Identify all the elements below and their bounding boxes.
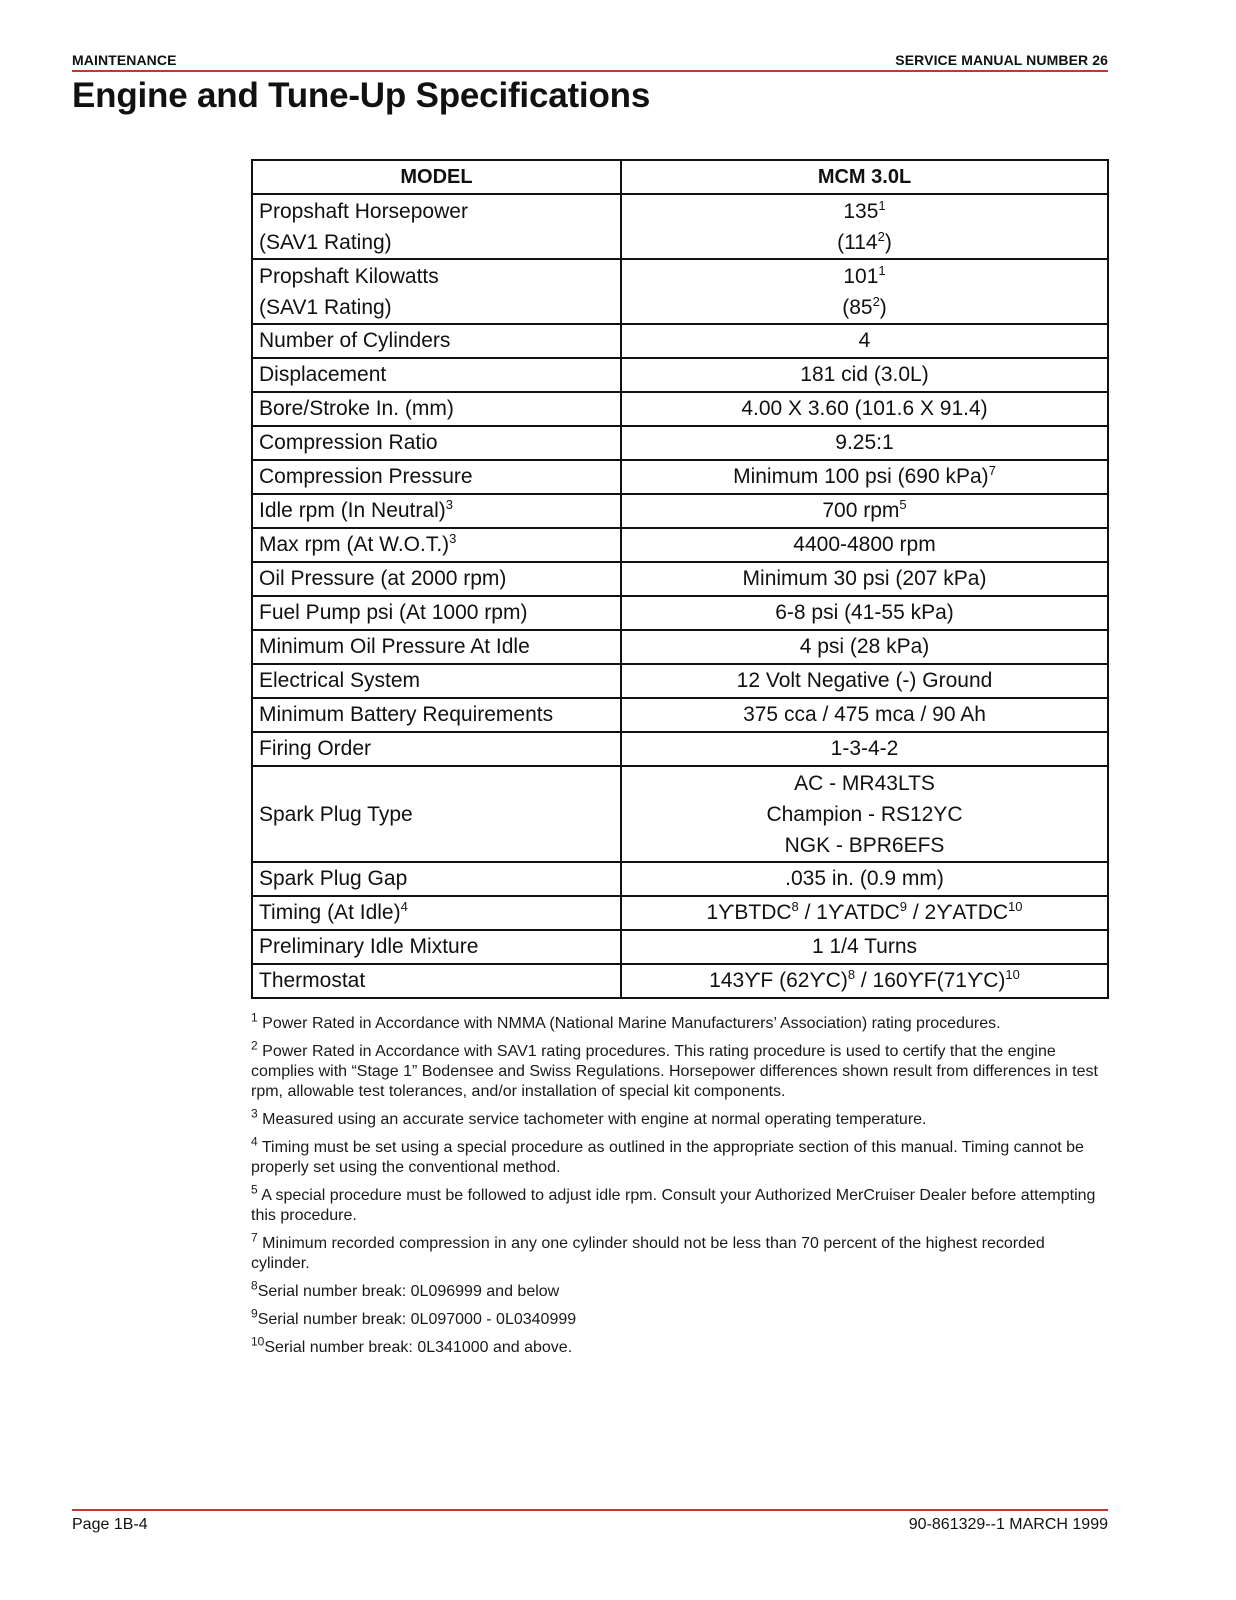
table-row bbox=[252, 964, 1108, 998]
footnote-ref: 10 bbox=[1005, 967, 1020, 982]
row-value: 4.00 X 3.60 (101.6 X 91.4) bbox=[621, 392, 1108, 426]
specifications-table bbox=[251, 159, 1109, 999]
row-label: Minimum Oil Pressure At Idle bbox=[252, 630, 621, 664]
row-value bbox=[621, 194, 1108, 259]
footnote-text: Minimum recorded compression in any one cylinder should not be less than 70 percent of the highest recorded cylinder. bbox=[251, 1235, 1045, 1272]
footnote bbox=[251, 1134, 1107, 1178]
footnote-text: Serial number break: 0L097000 - 0L0340999 bbox=[257, 1311, 577, 1328]
row-label: Compression Pressure bbox=[252, 460, 621, 494]
row-label: Spark Plug Type bbox=[252, 766, 621, 862]
row-value-line: Champion - RS12YC bbox=[766, 802, 963, 826]
table-row bbox=[252, 324, 1108, 358]
table-row bbox=[252, 630, 1108, 664]
footnote bbox=[251, 1010, 1107, 1034]
table-row bbox=[252, 664, 1108, 698]
table-row bbox=[252, 460, 1108, 494]
footnote-text: Serial number break: 0L341000 and above. bbox=[264, 1339, 573, 1356]
footnote-number: 10 bbox=[251, 1334, 265, 1349]
footnote bbox=[251, 1230, 1107, 1274]
table-row bbox=[252, 392, 1108, 426]
footnote-number: 3 bbox=[251, 1106, 258, 1121]
footnote-ref: 2 bbox=[877, 228, 885, 244]
row-label: Oil Pressure (at 2000 rpm) bbox=[252, 562, 621, 596]
row-label-line: (SAV1 Rating) bbox=[259, 230, 392, 254]
footnote-ref: 2 bbox=[872, 293, 880, 309]
row-value-line: NGK - BPR6EFS bbox=[784, 833, 945, 857]
row-value-line: AC - MR43LTS bbox=[794, 771, 935, 795]
row-value: 12 Volt Negative (-) Ground bbox=[621, 664, 1108, 698]
label-text: Max rpm (At W.O.T.) bbox=[259, 533, 450, 556]
value-text: 101 bbox=[843, 264, 879, 288]
section-header: MAINTENANCE bbox=[72, 52, 177, 68]
row-value-line bbox=[630, 196, 1099, 227]
row-value-line bbox=[630, 227, 1099, 258]
label-text: Idle rpm (In Neutral) bbox=[259, 499, 446, 522]
page-number: Page 1B-4 bbox=[72, 1516, 148, 1533]
footnote-ref: 9 bbox=[899, 899, 908, 914]
table-row bbox=[252, 896, 1108, 930]
table-row bbox=[252, 766, 1108, 862]
footnote-ref: 7 bbox=[988, 463, 996, 478]
footnote-number: 1 bbox=[251, 1010, 258, 1025]
footnotes bbox=[251, 1010, 1107, 1366]
row-label: Electrical System bbox=[252, 664, 621, 698]
row-value: 375 cca / 475 mca / 90 Ah bbox=[621, 698, 1108, 732]
manual-number-header: SERVICE MANUAL NUMBER 26 bbox=[895, 52, 1108, 68]
value-text: ) bbox=[884, 230, 892, 254]
table-row bbox=[252, 494, 1108, 528]
footnote bbox=[251, 1182, 1107, 1226]
footnote-ref: 8 bbox=[847, 967, 856, 982]
row-value: .035 in. (0.9 mm) bbox=[621, 862, 1108, 896]
row-value: 1 1/4 Turns bbox=[621, 930, 1108, 964]
footnote-ref: 4 bbox=[400, 899, 408, 914]
row-value bbox=[621, 964, 1108, 998]
label-text: Timing (At Idle) bbox=[259, 901, 401, 924]
row-value bbox=[621, 460, 1108, 494]
footnote-number: 2 bbox=[251, 1038, 258, 1053]
footnote bbox=[251, 1278, 1107, 1302]
row-label bbox=[252, 528, 621, 562]
footnote-ref: 3 bbox=[449, 531, 457, 546]
value-text: / 2ϒATDC bbox=[907, 901, 1009, 924]
value-text: / 1ϒATDC bbox=[798, 901, 900, 924]
row-value: 4 bbox=[621, 324, 1108, 358]
row-value bbox=[621, 896, 1108, 930]
footnote-text: Measured using an accurate service tachometer with engine at normal operating temperature. bbox=[262, 1111, 927, 1128]
row-label: Spark Plug Gap bbox=[252, 862, 621, 896]
row-value: Minimum 30 psi (207 kPa) bbox=[621, 562, 1108, 596]
row-label: Compression Ratio bbox=[252, 426, 621, 460]
footnote-ref: 10 bbox=[1008, 899, 1023, 914]
footnote-number: 8 bbox=[251, 1278, 258, 1293]
row-value bbox=[621, 494, 1108, 528]
value-text: ) bbox=[879, 295, 887, 319]
row-value-line bbox=[630, 261, 1099, 292]
row-label: Fuel Pump psi (At 1000 rpm) bbox=[252, 596, 621, 630]
footnote-number: 7 bbox=[251, 1230, 258, 1245]
table-row bbox=[252, 194, 1108, 259]
footnote bbox=[251, 1306, 1107, 1330]
table-row bbox=[252, 259, 1108, 324]
table-row bbox=[252, 358, 1108, 392]
row-label: Bore/Stroke In. (mm) bbox=[252, 392, 621, 426]
footnote-ref: 3 bbox=[445, 497, 453, 512]
value-text: / 160ϒF(71ϒC) bbox=[855, 969, 1006, 992]
value-text: 700 rpm bbox=[822, 499, 900, 522]
row-value: 9.25:1 bbox=[621, 426, 1108, 460]
footnote-text: Serial number break: 0L096999 and below bbox=[257, 1283, 560, 1300]
row-label bbox=[252, 494, 621, 528]
footnote-ref: 1 bbox=[878, 197, 886, 213]
footnote bbox=[251, 1106, 1107, 1130]
value-text: (114 bbox=[837, 230, 878, 254]
page-title: Engine and Tune-Up Specifications bbox=[72, 76, 651, 115]
value-text: (85 bbox=[842, 295, 873, 319]
table-row bbox=[252, 862, 1108, 896]
footnote-text: Timing must be set using a special procedure as outlined in the appropriate section of this manual. Timing cannot be properly set using the conventional method. bbox=[251, 1139, 1084, 1176]
row-label bbox=[252, 896, 621, 930]
footnote bbox=[251, 1334, 1107, 1358]
table-row bbox=[252, 562, 1108, 596]
value-text: 135 bbox=[843, 199, 879, 223]
row-label bbox=[252, 259, 621, 324]
value-text: Minimum 100 psi (690 kPa) bbox=[733, 465, 989, 488]
footnote-number: 4 bbox=[251, 1134, 258, 1149]
table-row bbox=[252, 596, 1108, 630]
table-header-row bbox=[252, 160, 1108, 194]
row-label-line: Propshaft Horsepower bbox=[259, 199, 468, 223]
value-text: 1ϒBTDC bbox=[706, 901, 792, 924]
footnote-ref: 5 bbox=[899, 497, 907, 512]
row-value-line bbox=[630, 292, 1099, 323]
table-row bbox=[252, 426, 1108, 460]
row-label: Displacement bbox=[252, 358, 621, 392]
value-text: 143ϒF (62ϒC) bbox=[709, 969, 848, 992]
row-value: 181 cid (3.0L) bbox=[621, 358, 1108, 392]
footnote-text: Power Rated in Accordance with NMMA (National Marine Manufacturers’ Association) rating procedures. bbox=[262, 1015, 1001, 1032]
footer-rule bbox=[72, 1509, 1108, 1511]
table-row bbox=[252, 732, 1108, 766]
row-label: Preliminary Idle Mixture bbox=[252, 930, 621, 964]
document-number: 90-861329--1 MARCH 1999 bbox=[908, 1516, 1108, 1533]
footnote-number: 9 bbox=[251, 1306, 258, 1321]
footnote-text: Power Rated in Accordance with SAV1 rating procedures. This rating procedure is used to certify that the engine complies with “Stage 1” Bodensee and Swiss Regulations. Horsepower differences shown result from differences in test rpm, allowable test tolerances, and/or installation of special kit components. bbox=[251, 1043, 1098, 1100]
row-value: 1-3-4-2 bbox=[621, 732, 1108, 766]
footnote-ref: 1 bbox=[878, 262, 886, 278]
mcm-column-header: MCM 3.0L bbox=[621, 160, 1108, 194]
row-label: Minimum Battery Requirements bbox=[252, 698, 621, 732]
footnote-number: 5 bbox=[251, 1182, 258, 1197]
row-value: 6-8 psi (41-55 kPa) bbox=[621, 596, 1108, 630]
row-label-line: Propshaft Kilowatts bbox=[259, 264, 439, 288]
footnote-ref: 8 bbox=[791, 899, 799, 914]
row-value bbox=[621, 259, 1108, 324]
row-value bbox=[621, 766, 1108, 862]
row-value: 4400-4800 rpm bbox=[621, 528, 1108, 562]
table-row bbox=[252, 698, 1108, 732]
row-label: Firing Order bbox=[252, 732, 621, 766]
row-label bbox=[252, 194, 621, 259]
footnote bbox=[251, 1038, 1107, 1102]
row-value: 4 psi (28 kPa) bbox=[621, 630, 1108, 664]
row-label-line: (SAV1 Rating) bbox=[259, 295, 392, 319]
header-rule bbox=[72, 70, 1108, 72]
table-row bbox=[252, 528, 1108, 562]
table-row bbox=[252, 930, 1108, 964]
row-label: Thermostat bbox=[252, 964, 621, 998]
model-column-header: MODEL bbox=[252, 160, 621, 194]
footnote-text: A special procedure must be followed to adjust idle rpm. Consult your Authorized MerCruiser Dealer before attempting this procedure. bbox=[251, 1187, 1096, 1224]
row-label: Number of Cylinders bbox=[252, 324, 621, 358]
